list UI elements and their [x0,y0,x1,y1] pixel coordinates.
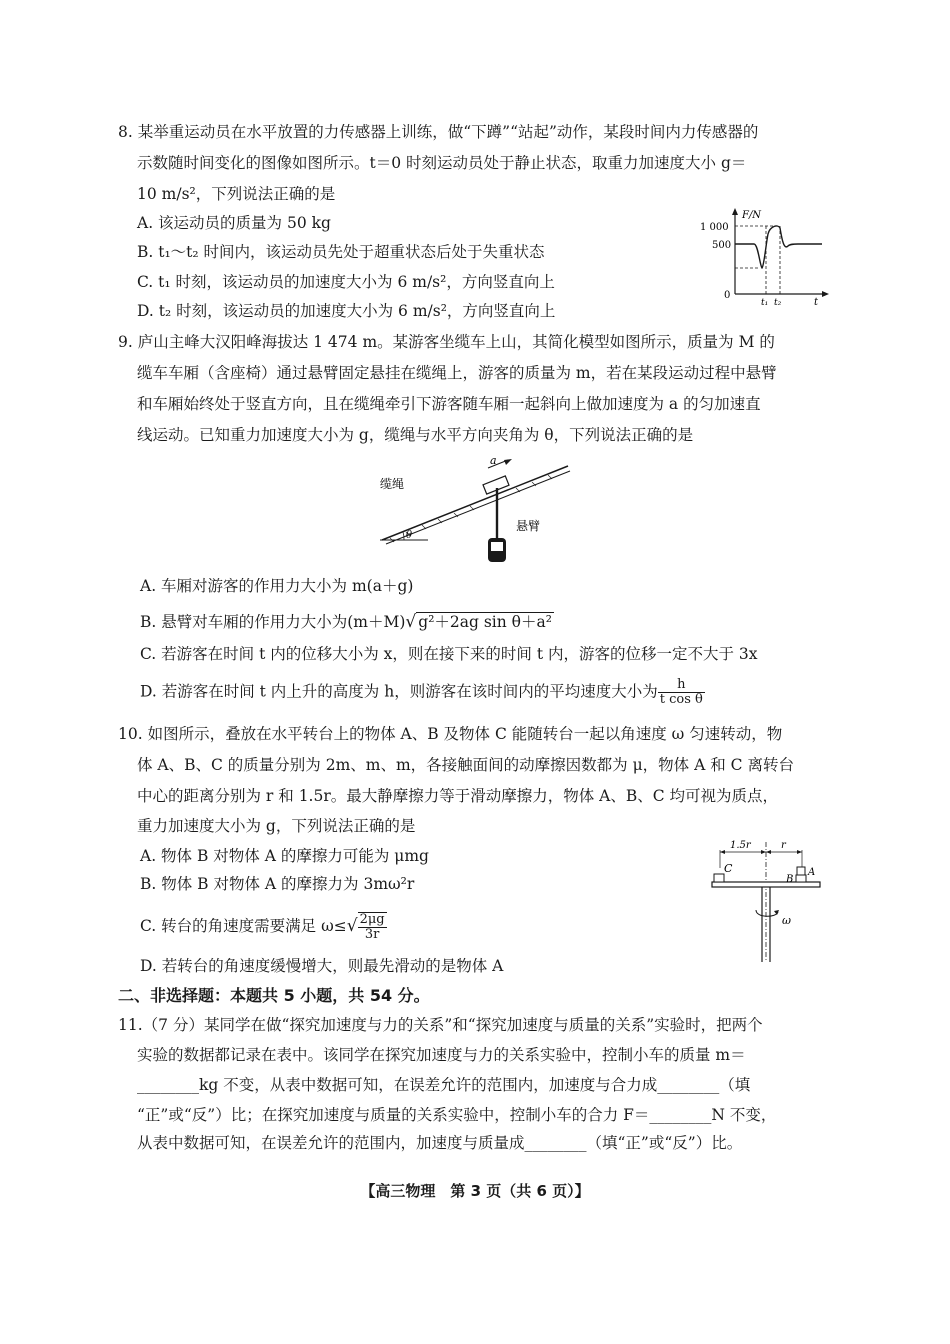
q10-option-a: A. 物体 B 对物体 A 的摩擦力可能为 μmg [140,847,429,865]
q10-line-4: 重力加速度大小为 g，下列说法正确的是 [137,817,416,835]
q11-line-1: 11.（7 分）某同学在做“探究加速度与力的关系”和“探究加速度与质量的关系”实验时，把两个 [118,1016,763,1034]
q8-option-d: D. t₂ 时刻，该运动员的加速度大小为 6 m/s²，方向竖直向上 [137,302,556,320]
q8-line-2: 示数随时间变化的图像如图所示。t＝0 时刻运动员处于静止状态，取重力加速度大小 g＝ [137,154,747,172]
q8-line-1: 8. 某举重运动员在水平放置的力传感器上训练，做“下蹲”“站起”动作，某段时间内力传感器的 [118,123,759,141]
q9-option-a: A. 车厢对游客的作用力大小为 m(a＋g) [140,577,414,595]
q10-line-2: 体 A、B、C 的质量分别为 2m、m、m，各接触面间的动摩擦因数都为 μ，物体 A 和 C 离转台 [137,756,794,774]
q10-option-b: B. 物体 B 对物体 A 的摩擦力为 3mω²r [140,875,415,893]
omega-label: ω [782,914,791,927]
q10-turntable-figure [708,838,828,962]
q10-line-3: 中心的距离分别为 r 和 1.5r。最大静摩擦力等于滑动摩擦力，物体 A、B、C 均可视为质点， [137,787,779,805]
q10-option-c: C. 转台的角速度需要满足 ω≤√ $\frac{2\mu g}{3r}$ [140,912,385,942]
q9-line-3: 和车厢始终处于竖直方向，且在缆绳牵引下游客随车厢一起斜向上做加速度为 a 的匀加速直 [137,395,761,413]
section-two-heading: 二、非选择题：本题共 5 小题，共 54 分。 [118,986,430,1005]
label-b: B [786,874,794,885]
q9-option-b-prefix: B. 悬臂对车厢的作用力大小为(m＋M) [140,613,406,631]
label-a: A [808,867,816,878]
cable-label: 缆绳 [380,477,405,491]
accel-label: a [490,458,497,467]
q9-line-2: 缆车车厢（含座椅）通过悬臂固定悬挂在缆绳上，游客的质量为 m，若在某段运动过程中悬臂 [137,364,777,382]
q10-line-1: 10. 如图所示，叠放在水平转台上的物体 A、B 及物体 C 能随转台一起以角速度 ω 匀速转动，物 [118,725,783,743]
q8-force-time-graph [698,206,836,306]
tick-0: 0 [724,290,731,301]
dist-c-label: 1.5r [730,840,751,851]
q8-option-b: B. t₁～t₂ 时间内，该运动员先处于超重状态后处于失重状态 [137,243,545,261]
q9-option-b-root: g²＋2ag sin θ＋a² [418,613,552,631]
q10-option-c-prefix: C. 转台的角速度需要满足 ω≤ [140,917,347,935]
q9-option-d [140,678,705,707]
q8-option-a: A. 该运动员的质量为 50 kg [137,214,331,232]
q11-line-3: ________kg 不变，从表中数据可知，在误差允许的范围内，加速度与合力成________（填 [137,1076,751,1094]
q9-line-1: 9. 庐山主峰大汉阳峰海拔达 1 474 m。某游客坐缆车上山，其简化模型如图所示，质量为 M 的 [118,333,775,351]
y-axis-label: F/N [742,210,762,221]
q11-line-5: 从表中数据可知，在误差允许的范围内，加速度与质量成________（填“正”或“反”）比。 [137,1134,743,1152]
tick-1000: 1 000 [700,222,729,233]
q11-line-4: “正”或“反”）比；在探究加速度与质量的关系实验中，控制小车的合力 F＝________N 不变， [137,1106,777,1124]
q9-cable-car-figure [376,458,572,568]
t1-label: t₁ [761,298,769,306]
angle-label: θ [406,530,413,541]
dist-a-label: r [781,840,786,851]
x-axis-label: t [814,297,819,306]
q10-option-d: D. 若转台的角速度缓慢增大，则最先滑动的是物体 A [140,957,504,975]
t2-label: t₂ [774,298,782,306]
q9-option-d-prefix: D. 若游客在时间 t 内上升的高度为 h，则游客在该时间内的平均速度大小为 [140,682,658,701]
label-c: C [724,862,733,875]
tick-500: 500 [712,240,732,251]
q8-option-c: C. t₁ 时刻，该运动员的加速度大小为 6 m/s²，方向竖直向上 [137,273,555,291]
q9-option-c: C. 若游客在时间 t 内的位移大小为 x，则在接下来的时间 t 内，游客的位移一定不大于 3x [140,645,758,663]
q9-option-d-fraction: $\frac{h}{\text{t cos θ}}$ [659,677,703,707]
page-footer: 【高三物理 第 3 页（共 6 页）】 [360,1182,590,1200]
arm-label: 悬臂 [516,519,541,533]
q11-line-2: 实验的数据都记录在表中。该同学在探究加速度与力的关系实验中，控制小车的质量 m＝ [137,1046,746,1064]
q8-line-3: 10 m/s²，下列说法正确的是 [137,185,336,203]
q9-line-4: 线运动。已知重力加速度大小为 g，缆绳与水平方向夹角为 θ，下列说法正确的是 [137,426,694,444]
q9-option-b: B. 悬臂对车厢的作用力大小为(m＋M)√ g²＋2ag sin θ＋a² [140,612,552,632]
q10-option-c-fraction: $\frac{2\mu g}{3r}$ [359,912,385,942]
